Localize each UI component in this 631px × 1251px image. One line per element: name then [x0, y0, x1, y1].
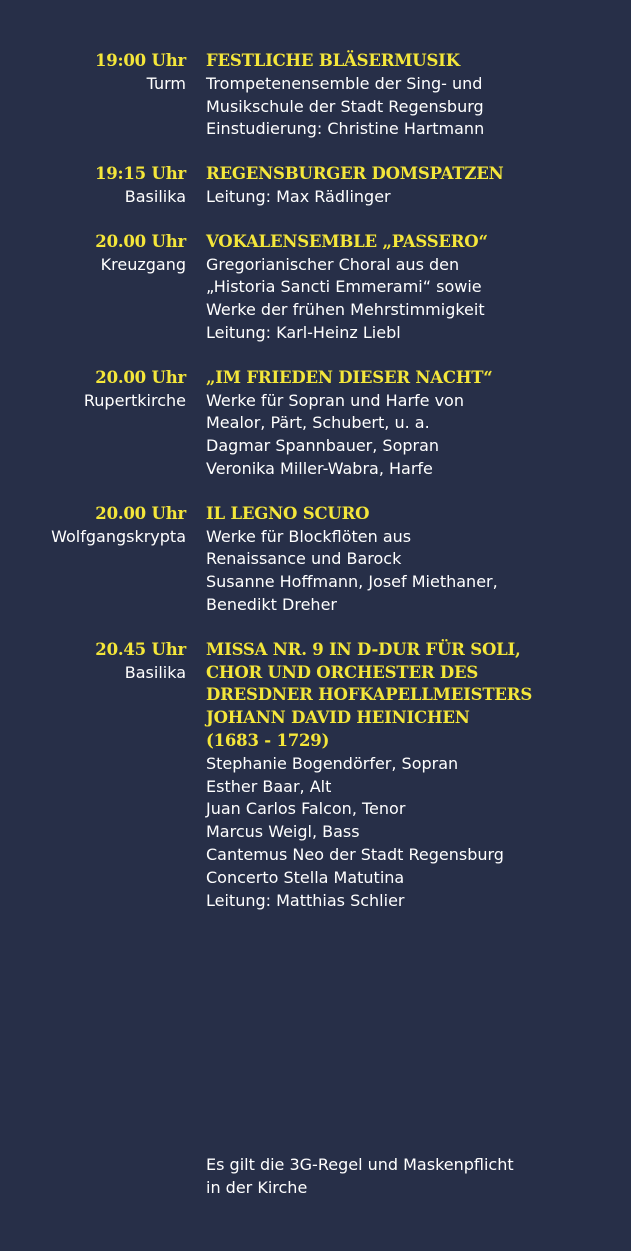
program-entry: [0, 163, 631, 209]
entry-time: 19:15 Uhr: [94, 164, 186, 184]
entry-meta: [0, 367, 186, 481]
entry-line: Werke für Blockflöten aus: [206, 526, 412, 546]
entry-details: [206, 639, 616, 913]
entry-title: „IM FRIEDEN DIESER NACHT“: [206, 367, 493, 387]
entry-details: [206, 231, 616, 345]
entry-title: IL LEGNO SCURO: [206, 503, 370, 523]
hygiene-note: [206, 1154, 606, 1200]
program-list: [0, 50, 631, 934]
entry-line: Esther Baar, Alt: [206, 776, 332, 796]
entry-venue: Wolfgangskrypta: [51, 526, 186, 546]
entry-venue: Basilika: [124, 186, 186, 206]
entry-line: Stephanie Bogendörfer, Sopran: [206, 753, 459, 773]
entry-line: Musikschule der Stadt Regensburg: [206, 96, 484, 116]
entry-details: [206, 163, 616, 209]
entry-venue: Rupertkirche: [83, 390, 186, 410]
entry-line: Renaissance und Barock: [206, 549, 402, 569]
entry-line: Werke der frühen Mehrstimmigkeit: [206, 300, 485, 320]
entry-time: 20.00 Uhr: [95, 231, 186, 251]
entry-line: Benedikt Dreher: [206, 594, 337, 614]
entry-title: (1683 - 1729): [206, 730, 330, 750]
entry-time: 20.00 Uhr: [95, 503, 186, 523]
entry-details: [206, 367, 616, 481]
entry-title: CHOR UND ORCHESTER DES: [206, 662, 479, 682]
entry-title: MISSA NR. 9 IN D-DUR FÜR SOLI,: [206, 639, 521, 659]
entry-venue: Kreuzgang: [100, 254, 186, 274]
entry-line: Veronika Miller-Wabra, Harfe: [206, 458, 433, 478]
entry-meta: [0, 163, 186, 209]
entry-meta: [0, 503, 186, 617]
entry-line: Dagmar Spannbauer, Sopran: [206, 436, 440, 456]
entry-line: Leitung: Max Rädlinger: [206, 186, 391, 206]
program-entry: [0, 639, 631, 913]
entry-meta: [0, 231, 186, 345]
program-entry: [0, 50, 631, 141]
entry-time: 20.45 Uhr: [95, 639, 186, 659]
entry-line: Werke für Sopran und Harfe von: [206, 390, 464, 410]
entry-line: Concerto Stella Matutina: [206, 867, 405, 887]
entry-line: Trompetenensemble der Sing- und: [206, 73, 483, 93]
entry-line: Juan Carlos Falcon, Tenor: [206, 799, 406, 819]
entry-venue: Basilika: [124, 662, 186, 682]
entry-line: Einstudierung: Christine Hartmann: [206, 119, 485, 139]
program-entry: [0, 367, 631, 481]
entry-line: Leitung: Matthias Schlier: [206, 890, 405, 910]
entry-time: 20.00 Uhr: [95, 367, 186, 387]
entry-time: 19:00 Uhr: [94, 51, 186, 70]
program-entry: [0, 503, 631, 617]
entry-title: REGENSBURGER DOMSPATZEN: [206, 164, 504, 184]
entry-line: Cantemus Neo der Stadt Regensburg: [206, 844, 504, 864]
entry-title: DRESDNER HOFKAPELLMEISTERS: [206, 685, 533, 705]
entry-title: VOKALENSEMBLE „PASSERO“: [206, 231, 488, 251]
entry-details: [206, 503, 616, 617]
entry-line: Mealor, Pärt, Schubert, u. a.: [206, 413, 430, 433]
entry-line: Marcus Weigl, Bass: [206, 822, 360, 842]
entry-meta: [0, 50, 186, 141]
entry-meta: [0, 639, 186, 913]
entry-line: „Historia Sancti Emmerami“ sowie: [206, 277, 482, 297]
note-line: Es gilt die 3G-Regel und Maskenpflicht: [206, 1155, 514, 1174]
entry-details: [206, 50, 616, 141]
entry-line: Leitung: Karl-Heinz Liebl: [206, 322, 401, 342]
note-line: in der Kirche: [206, 1177, 308, 1197]
entry-line: Gregorianischer Choral aus den: [206, 254, 460, 274]
entry-venue: Turm: [146, 73, 186, 93]
entry-title: JOHANN DAVID HEINICHEN: [206, 708, 470, 728]
program-entry: [0, 231, 631, 345]
entry-line: Susanne Hoffmann, Josef Miethaner,: [206, 572, 498, 592]
entry-title: FESTLICHE BLÄSERMUSIK: [206, 51, 460, 70]
